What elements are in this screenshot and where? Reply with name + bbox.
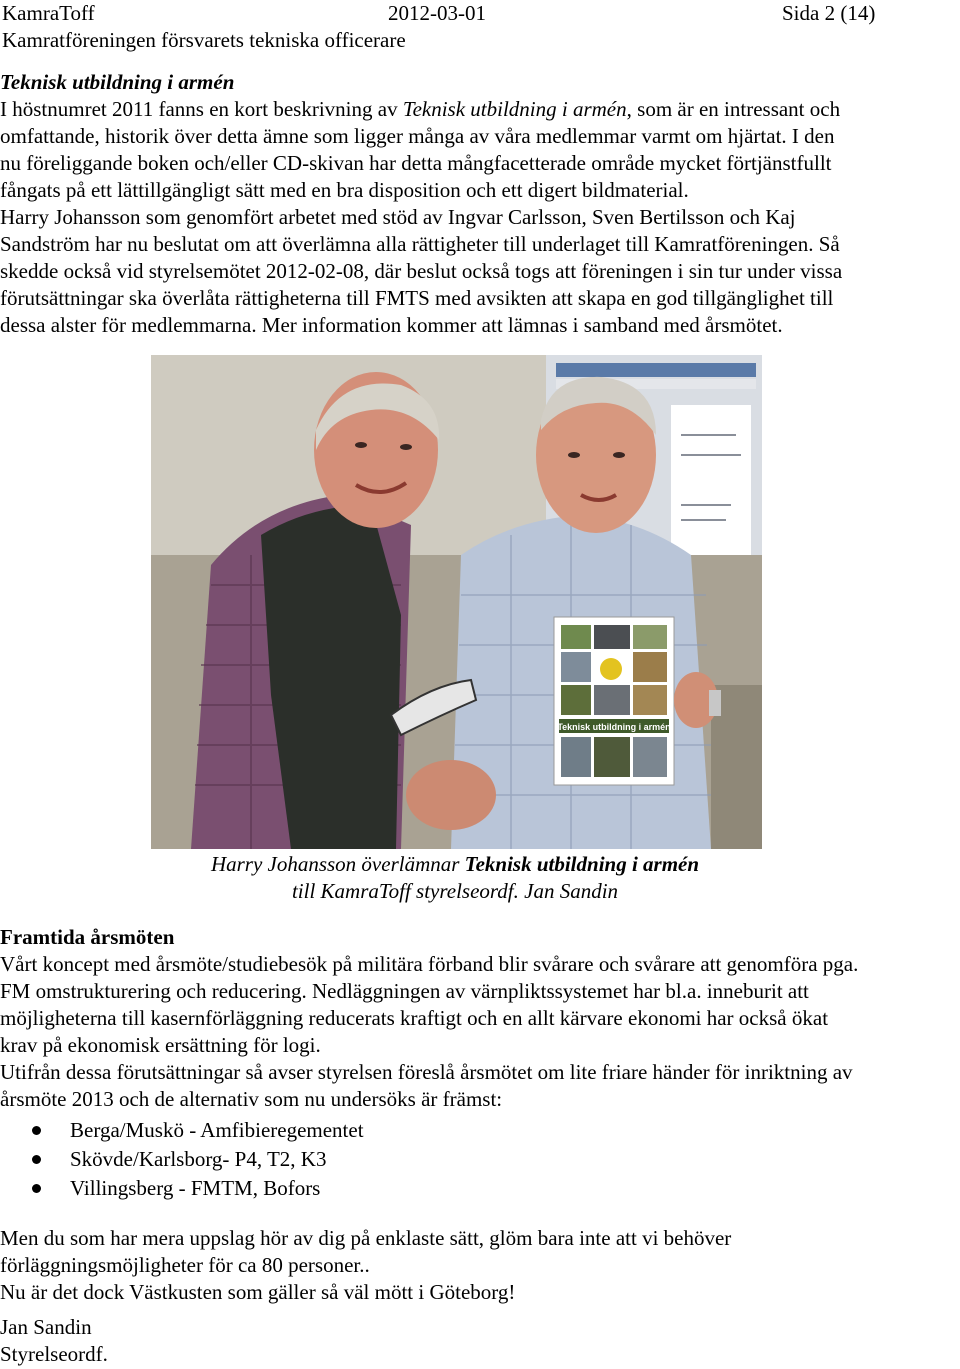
page-header: [0, 0, 960, 58]
article-teknisk-utbildning: [0, 69, 960, 339]
signature-name: Jan Sandin: [0, 1315, 92, 1339]
signature-role: Styrelseordf.: [0, 1342, 108, 1366]
book-cover-title: Teknisk utbildning i armén: [557, 722, 671, 732]
header-app-name: KamraToff: [2, 1, 95, 25]
handover-photo-illustration: [151, 355, 762, 849]
article-line: omfattande, historik över detta ämne som ligger många av våra medlemmar varmt om hjärtat. I den: [0, 124, 835, 148]
article-line: fångats på ett lättillgängligt sätt med en bra disposition och ett digert bildmaterial.: [0, 178, 689, 202]
list-item: Villingsberg - FMTM, Bofors: [0, 1174, 960, 1203]
article-line: I höstnumret 2011 fanns en kort beskrivning av Teknisk utbildning i armén, som är en intressant och: [0, 97, 841, 121]
article-line: Nu är det dock Västkusten som gäller så väl mött i Göteborg!: [0, 1280, 516, 1304]
article-line: årsmöte 2013 och de alternativ som nu undersöks är främst:: [0, 1087, 503, 1111]
signature-block: [0, 1314, 108, 1368]
caption-line-2: till KamraToff styrelseordf. Jan Sandin: [291, 879, 619, 903]
handover-photo: [151, 355, 762, 849]
article-line: Utifrån dessa förutsättningar så avser styrelsen föreslå årsmötet om lite friare händer för inriktning av: [0, 1060, 853, 1084]
bullet-icon: [32, 1155, 41, 1164]
header-page-number: Sida 2 (14): [782, 1, 876, 25]
header-date: 2012-03-01: [388, 1, 486, 25]
caption-line-1: Harry Johansson överlämnar Teknisk utbildning i armén: [210, 852, 700, 876]
article-title: Teknisk utbildning i armén: [0, 70, 235, 94]
section-heading: Framtida årsmöten: [0, 925, 175, 949]
book-title-inline: Teknisk utbildning i armén: [402, 97, 627, 121]
bullet-icon: [32, 1184, 41, 1193]
article-line: krav på ekonomisk ersättning för logi.: [0, 1033, 321, 1057]
article-line: Sandström har nu beslutat om att överlämna alla rättigheter till underlaget till Kamratföreningen. Så: [0, 232, 840, 256]
article-line: Harry Johansson som genomfört arbetet med stöd av Ingvar Carlsson, Sven Bertilsson och Kaj: [0, 205, 796, 229]
article-line: FM omstrukturering och reducering. Nedläggningen av värnpliktssystemet har bl.a. inneburit att: [0, 979, 809, 1003]
article-line: förläggningsmöjligheter för ca 80 personer..: [0, 1253, 370, 1277]
caption-book-title: Teknisk utbildning i armén: [464, 852, 700, 876]
list-item: Berga/Muskö - Amfibieregementet: [0, 1116, 960, 1145]
article-framtida-arsmoten: [0, 924, 960, 1306]
article-line: Men du som har mera uppslag hör av dig på enklaste sätt, glöm bara inte att vi behöver: [0, 1226, 732, 1250]
bullet-icon: [32, 1126, 41, 1135]
article-line: förutsättningar ska överlåta rättigheterna till FMTS med avsikten att skapa en god tillgänglighet till: [0, 286, 834, 310]
alternatives-list: [0, 1116, 960, 1203]
article-line: Vårt koncept med årsmöte/studiebesök på militära förband blir svårare och svårare att genomföra pga.: [0, 952, 859, 976]
photo-caption: [0, 851, 910, 905]
header-organization: Kamratföreningen försvarets tekniska officerare: [2, 28, 406, 52]
article-line: dessa alster för medlemmarna. Mer information kommer att lämnas i samband med årsmötet.: [0, 313, 783, 337]
article-line: möjligheterna till kasernförläggning reducerats kraftigt och en allt kärvare ekonomi har också ökat: [0, 1006, 829, 1030]
article-line: skedde också vid styrelsemötet 2012-02-08, där beslut också togs att föreningen i sin tur under vissa: [0, 259, 843, 283]
list-item: Skövde/Karlsborg- P4, T2, K3: [0, 1145, 960, 1174]
article-line: nu föreliggande boken och/eller CD-skivan har detta mångfacetterade område mycket förtjänstfullt: [0, 151, 832, 175]
